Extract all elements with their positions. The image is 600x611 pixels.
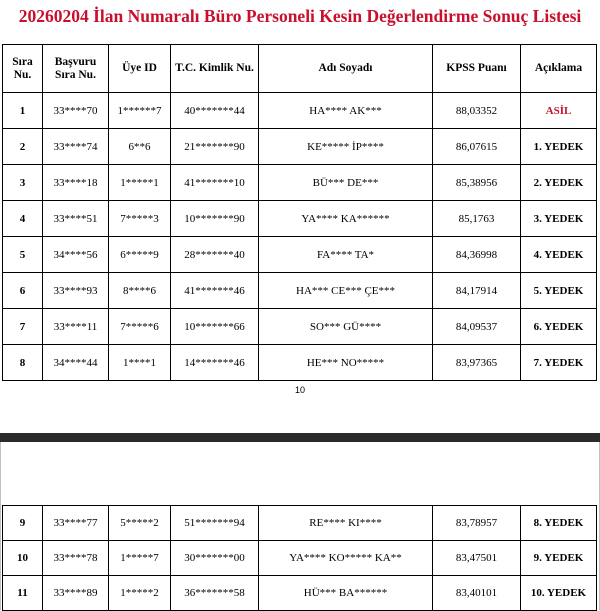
table-row [3, 165, 597, 201]
cell-aciklama: 4. YEDEK [521, 237, 597, 273]
cell-adi-soyadi: YA**** KO***** KA** [259, 541, 433, 576]
cell-tc-kimlik: 51*******94 [171, 506, 259, 541]
table-row [3, 506, 597, 541]
table-row [3, 201, 597, 237]
cell-tc-kimlik: 14*******46 [171, 345, 259, 381]
cell-uye-id: 6**6 [109, 129, 171, 165]
column-header-tc-kimlik: T.C. Kimlik Nu. [171, 45, 259, 93]
cell-basvuru: 33****18 [43, 165, 109, 201]
cell-basvuru: 33****93 [43, 273, 109, 309]
cell-basvuru: 33****70 [43, 93, 109, 129]
cell-sira: 7 [3, 309, 43, 345]
cell-uye-id: 1*****1 [109, 165, 171, 201]
cell-uye-id: 6*****9 [109, 237, 171, 273]
page-separator [0, 433, 600, 442]
page-edge-left [0, 442, 1, 610]
cell-sira: 8 [3, 345, 43, 381]
cell-uye-id: 1*****2 [109, 576, 171, 611]
cell-adi-soyadi: BÜ*** DE*** [259, 165, 433, 201]
cell-uye-id: 1****1 [109, 345, 171, 381]
table-row [3, 93, 597, 129]
table-row [3, 129, 597, 165]
cell-kpss: 83,78957 [433, 506, 521, 541]
cell-uye-id: 1******7 [109, 93, 171, 129]
cell-adi-soyadi: HA**** AK*** [259, 93, 433, 129]
cell-sira: 1 [3, 93, 43, 129]
cell-basvuru: 33****11 [43, 309, 109, 345]
table-body [3, 93, 597, 381]
cell-sira: 9 [3, 506, 43, 541]
cell-uye-id: 7*****3 [109, 201, 171, 237]
cell-uye-id: 1*****7 [109, 541, 171, 576]
cell-kpss: 83,97365 [433, 345, 521, 381]
cell-kpss: 85,38956 [433, 165, 521, 201]
cell-aciklama: 3. YEDEK [521, 201, 597, 237]
column-header-uye-id: Üye ID [109, 45, 171, 93]
table-body-continued [3, 506, 597, 611]
cell-sira: 2 [3, 129, 43, 165]
cell-tc-kimlik: 28*******40 [171, 237, 259, 273]
cell-aciklama: 2. YEDEK [521, 165, 597, 201]
results-table [2, 44, 597, 381]
cell-tc-kimlik: 40*******44 [171, 93, 259, 129]
column-header-adi-soyadi: Adı Soyadı [259, 45, 433, 93]
cell-basvuru: 34****44 [43, 345, 109, 381]
cell-adi-soyadi: HA*** CE*** ÇE*** [259, 273, 433, 309]
cell-kpss: 83,47501 [433, 541, 521, 576]
cell-kpss: 83,40101 [433, 576, 521, 611]
cell-aciklama: 5. YEDEK [521, 273, 597, 309]
cell-tc-kimlik: 10*******90 [171, 201, 259, 237]
table-row [3, 541, 597, 576]
cell-basvuru: 33****89 [43, 576, 109, 611]
cell-tc-kimlik: 41*******46 [171, 273, 259, 309]
column-header-kpss: KPSS Puanı [433, 45, 521, 93]
cell-tc-kimlik: 41*******10 [171, 165, 259, 201]
cell-sira: 6 [3, 273, 43, 309]
results-table-continued [2, 505, 597, 611]
cell-basvuru: 33****74 [43, 129, 109, 165]
table-row [3, 345, 597, 381]
column-header-basvuru: Başvuru Sıra Nu. [43, 45, 109, 93]
cell-aciklama: 8. YEDEK [521, 506, 597, 541]
cell-uye-id: 8****6 [109, 273, 171, 309]
cell-basvuru: 34****56 [43, 237, 109, 273]
document-title: 20260204 İlan Numaralı Büro Personeli Kesin Değerlendirme Sonuç Listesi [18, 6, 582, 26]
cell-uye-id: 5*****2 [109, 506, 171, 541]
cell-aciklama: 9. YEDEK [521, 541, 597, 576]
cell-aciklama: ASİL [521, 93, 597, 129]
cell-kpss: 86,07615 [433, 129, 521, 165]
page-number: 10 [294, 385, 305, 395]
cell-aciklama: 10. YEDEK [521, 576, 597, 611]
cell-adi-soyadi: RE**** KI**** [259, 506, 433, 541]
cell-sira: 11 [3, 576, 43, 611]
cell-uye-id: 7*****6 [109, 309, 171, 345]
cell-sira: 4 [3, 201, 43, 237]
cell-basvuru: 33****77 [43, 506, 109, 541]
table-row [3, 309, 597, 345]
column-header-sira: Sıra Nu. [3, 45, 43, 93]
table-row [3, 576, 597, 611]
cell-adi-soyadi: SO*** GÜ**** [259, 309, 433, 345]
cell-tc-kimlik: 21*******90 [171, 129, 259, 165]
cell-tc-kimlik: 30*******00 [171, 541, 259, 576]
cell-adi-soyadi: FA**** TA* [259, 237, 433, 273]
cell-sira: 3 [3, 165, 43, 201]
cell-sira: 5 [3, 237, 43, 273]
table-row [3, 237, 597, 273]
cell-kpss: 84,36998 [433, 237, 521, 273]
cell-aciklama: 1. YEDEK [521, 129, 597, 165]
cell-adi-soyadi: HÜ*** BA****** [259, 576, 433, 611]
cell-tc-kimlik: 36*******58 [171, 576, 259, 611]
cell-adi-soyadi: KE***** İP**** [259, 129, 433, 165]
cell-kpss: 84,09537 [433, 309, 521, 345]
cell-sira: 10 [3, 541, 43, 576]
cell-basvuru: 33****51 [43, 201, 109, 237]
column-header-aciklama: Açıklama [521, 45, 597, 93]
cell-adi-soyadi: HE*** NO***** [259, 345, 433, 381]
cell-adi-soyadi: YA**** KA****** [259, 201, 433, 237]
cell-kpss: 84,17914 [433, 273, 521, 309]
table-row [3, 273, 597, 309]
cell-aciklama: 7. YEDEK [521, 345, 597, 381]
cell-basvuru: 33****78 [43, 541, 109, 576]
table-header-row [3, 45, 597, 93]
cell-kpss: 85,1763 [433, 201, 521, 237]
cell-kpss: 88,03352 [433, 93, 521, 129]
cell-aciklama: 6. YEDEK [521, 309, 597, 345]
cell-tc-kimlik: 10*******66 [171, 309, 259, 345]
